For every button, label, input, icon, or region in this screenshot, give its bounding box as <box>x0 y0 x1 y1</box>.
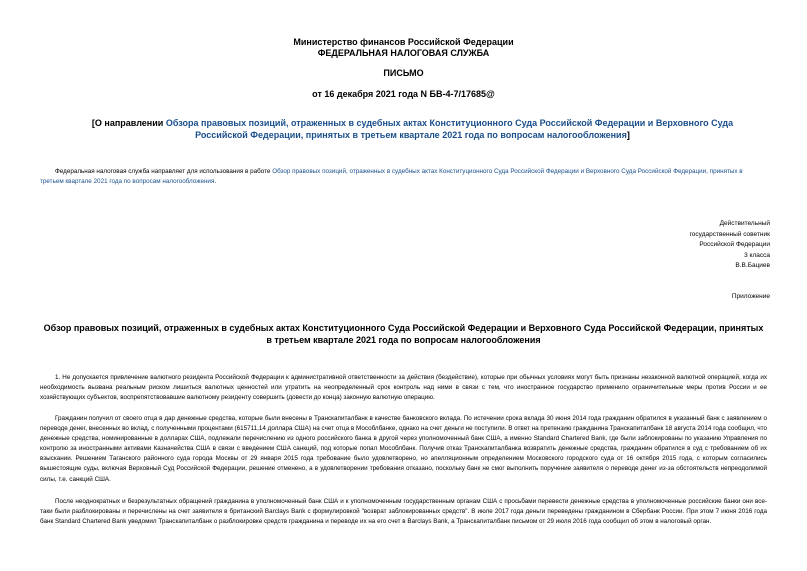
document-type: ПИСЬМО <box>383 68 424 78</box>
intro-text: Федеральная налоговая служба направляет для использования в работе <box>55 168 273 175</box>
signature-name: В.В.Бациев <box>735 262 770 270</box>
document-date-number: от 16 декабря 2021 года N БВ-4-7/17685@ <box>312 89 495 99</box>
intro-review-link[interactable]: Обзор правовых позиций, отраженных в судебных актах Конституционного Суда Российской Федерации и Верховного Суда Российской Федерации, принятых в третьем квартале 2021 года по вопросам налогообложения <box>40 168 743 185</box>
review-title: Обзор правовых позиций, отраженных в судебных актах Конституционного Суда Российской Федерации и Верховного Суда Российской Федерации, принятых в третьем квартале 2021 года по вопросам налогообложения <box>43 323 764 345</box>
signature-rank-line4: 3 класса <box>744 251 770 259</box>
letter-subject <box>85 117 740 141</box>
signature-block <box>650 219 770 272</box>
review-paragraph-1: 1. Не допускается привлечение валютного резидента Российской Федерации к административной ответственности за действия (бездействие), которые при обычных условиях могут быть признаны незаконной валютной операцией, когда их необходимость вызвана реальным риском лишиться валютных ценностей или утратить на неопределенный срок контроль над ними в связи с тем, что иностранное государство применило ограничительные меры против России и ее хозяйствующих субъектов, воспрепятствовавшие валютному резиденту совершить (довести до конца) законную валютную операцию. <box>40 374 767 402</box>
ministry-heading: Министерство финансов Российской Федерации <box>293 37 514 47</box>
subject-suffix: ] <box>626 130 630 140</box>
signature-rank-line3: Российской Федерации <box>699 241 770 249</box>
appendix-label: Приложение <box>731 293 770 300</box>
signature-rank-line1: Действительный <box>719 220 770 227</box>
subject-link[interactable]: Обзора правовых позиций, отраженных в судебных актах Конституционного Суда Российской Федерации и Верховного Суда Российской Федерации, принятых в третьем квартале 2021 года по вопросам налогообложения <box>165 118 734 140</box>
subject-prefix: [О направлении <box>91 118 166 128</box>
service-heading: ФЕДЕРАЛЬНАЯ НАЛОГОВАЯ СЛУЖБА <box>317 48 490 58</box>
intro-paragraph <box>40 167 767 187</box>
review-paragraph-3: После неоднократных и безрезультатных обращений гражданина в уполномоченный банк США и к уполномоченным государственным органам США с просьбами перевести денежные средства в уполномоченные российские банки они все-таки были разблокированы и перечислены на счет заявителя в британский Barclays Bank с формулировкой "возврат заблокированных средств". В июле 2017 года деньги переведены гражданином в Сбербанк России. При этом 7 июня 2016 года банк Standard Chartered Bank уведомил Транскапиталбанк о разблокировке средств гражданина и переводе их на его счет в Barclays Bank, а Транскапиталбанк письмом от 29 июля 2016 года сообщил об этом в налоговый орган. <box>40 498 767 526</box>
review-paragraph-2: Гражданин получил от своего отца в дар денежные средства, которые были внесены в Транскапиталбанк в качестве банковского вклада. По истечении срока вклада 30 июня 2014 года гражданин обратился в указанный банк с заявлением о переводе денег, внесенных во вклад, с полученными процентами (615711,14 доллара США) на счет отца в Мособлбанке, однако на счет деньги не поступили. В ответ на претензию гражданина Транскапиталбанк 18 августа 2014 года сообщил, что денежные средства, номинированные в долларах США, подлежали перечислению из одного российского банка в другой через уполномоченный банк США, а именно Standard Chartered Bank, где были заблокированы по указанию Управления по контролю за иностранными активами Казначейства США в связи с введением США санкций, под которые попал Мособлбанк. Получив отказ Транскапиталбанка возвратить денежные средства, гражданин обратился в суд с требованием об их взыскании. Решением Таганского районного суда города Москвы от 29 января 2015 года требование было удовлетворено, но апелляционным определением Московского городского суда от 16 октября 2015 года, с которым согласились вышестоящие суды, включая Верховный Суд Российской Федерации, решение отменено, а в удовлетворении требования отказано, поскольку банк не смог выполнить поручение заявителя о переводе денег из-за обстоятельств непреодолимой силы, т.е. санкций США. <box>40 415 767 483</box>
signature-rank-line2: государственный советник <box>689 230 770 238</box>
intro-end: . <box>214 178 217 185</box>
